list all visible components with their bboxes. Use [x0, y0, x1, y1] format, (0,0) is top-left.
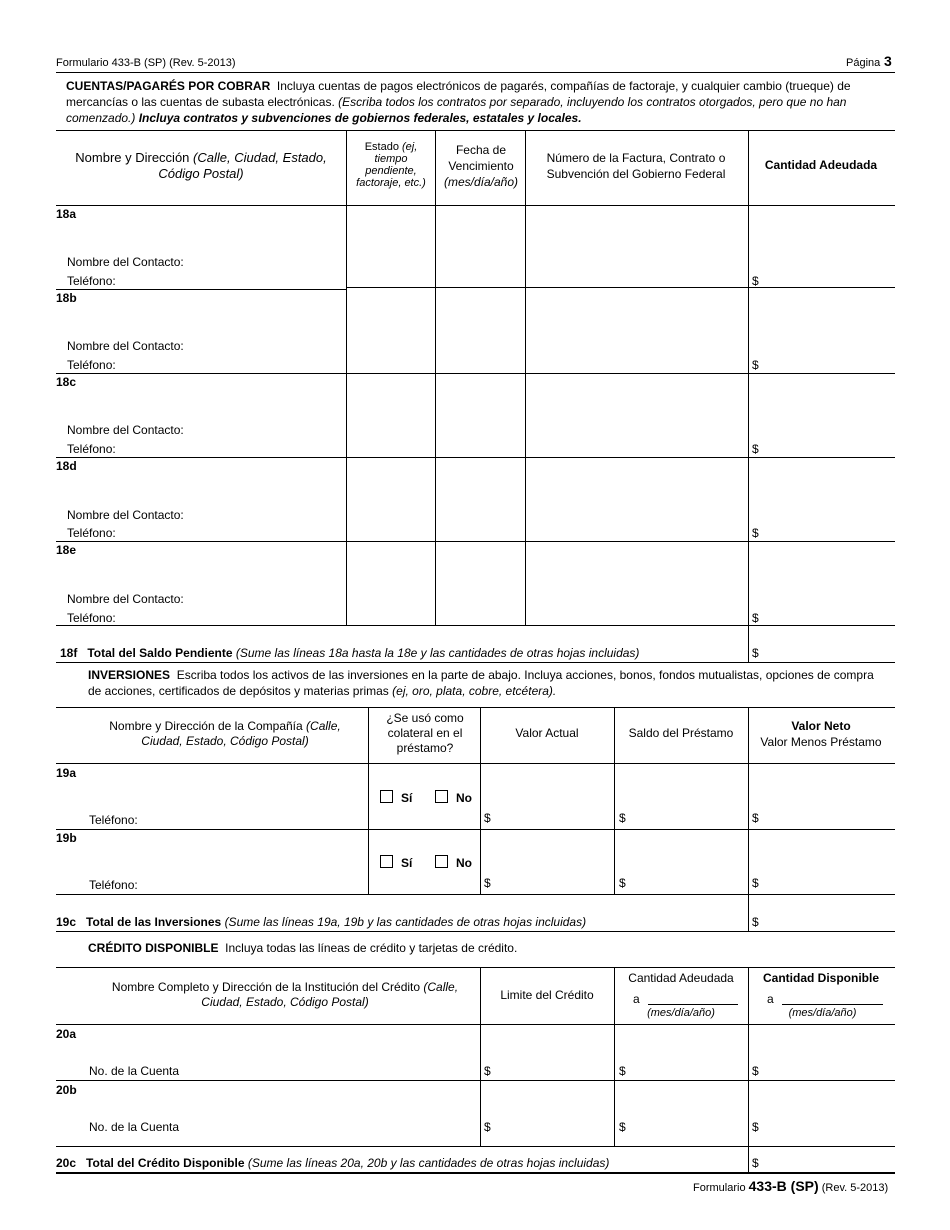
col-current-value: Valor Actual — [515, 726, 579, 740]
footer-rule — [56, 1172, 895, 1174]
col-credit-limit: Limite del Crédito — [500, 988, 594, 1002]
amount-currency: $ — [752, 274, 759, 288]
phone-label: Teléfono: — [67, 442, 116, 456]
collateral-yes[interactable]: Sí — [380, 855, 412, 871]
total-credit-currency: $ — [752, 1156, 759, 1170]
owed-as-of: a — [633, 992, 640, 1006]
net-currency: $ — [752, 811, 759, 825]
row-label-20b: 20b — [56, 1083, 77, 1097]
col-net-value: Valor Neto Valor Menos Préstamo — [760, 719, 882, 749]
total-outstanding-currency: $ — [752, 646, 759, 660]
total-credit-line: 20c Total del Crédito Disponible (Sume las líneas 20a, 20b y las cantidades de otras hojas incluidas) — [56, 1156, 610, 1170]
credit-title: CRÉDITO DISPONIBLE — [88, 941, 219, 955]
collateral-yes[interactable]: Sí — [380, 790, 412, 806]
contact-label: Nombre del Contacto: — [67, 423, 184, 437]
limit-currency: $ — [484, 1064, 491, 1078]
footer-form: Formulario 433-B (SP) (Rev. 5-2013) — [693, 1178, 889, 1194]
row-label-18d: 18d — [56, 459, 77, 473]
investments-intro: INVERSIONES Escriba todos los activos de las inversiones en la parte de abajo. Incluya acciones, bonos, fondos mutualistas, opciones de compra de acciones, certificados de depósitos y materias primas (ej, oro, plata, cobre, etcétera). — [88, 668, 874, 698]
receivables-intro: CUENTAS/PAGARÉS POR COBRAR Incluya cuentas de pagos electrónicos de pagarés, compañías de factoraje, y cualquier cambio (trueque) de mercancías o las cuentas de subasta electrónicas. (Escriba todos los contratos por separado, incluyendo los contratos otorgados, pero que no han comenzado.) Incluya contratos y subvenciones de gobiernos federales, estatales y locales. — [66, 79, 851, 125]
owed-date-hint: (mes/día/año) — [647, 1007, 715, 1019]
receivables-table-top — [56, 130, 895, 131]
amount-currency: $ — [752, 611, 759, 625]
col-company-name: Nombre y Dirección de la Compañía (Calle, Ciudad, Estado, Código Postal) — [109, 719, 341, 748]
value-currency: $ — [484, 811, 491, 825]
col-invoice-number: Número de la Factura, Contrato o Subvención del Gobierno Federal — [546, 151, 726, 181]
row-label-18c: 18c — [56, 375, 77, 389]
net-currency: $ — [752, 876, 759, 890]
loan-currency: $ — [619, 876, 626, 890]
col-available: Cantidad Disponible — [762, 971, 879, 985]
row-label-18e: 18e — [56, 543, 77, 557]
phone-label: Teléfono: — [67, 358, 116, 372]
collateral-no[interactable]: No — [435, 790, 472, 806]
investments-title: INVERSIONES — [88, 668, 171, 682]
phone-label: Teléfono: — [89, 813, 138, 827]
col-due-date: Fecha de Vencimiento (mes/día/año) — [443, 143, 519, 189]
available-date-line[interactable] — [782, 1004, 883, 1005]
form-id: Formulario 433-B (SP) (Rev. 5-2013) — [56, 57, 236, 69]
page-label: Página — [846, 57, 881, 69]
yes-checkbox[interactable] — [380, 790, 393, 803]
phone-label: Teléfono: — [67, 274, 116, 288]
total-investments-line: 19c Total de las Inversiones (Sume las líneas 19a, 19b y las cantidades de otras hojas incluidas) — [56, 915, 587, 929]
collateral-no[interactable]: No — [435, 855, 472, 871]
owed-date-line[interactable] — [648, 1004, 738, 1005]
col-loan-balance: Saldo del Préstamo — [628, 726, 734, 740]
amount-currency: $ — [752, 358, 759, 372]
credit-intro: CRÉDITO DISPONIBLE Incluya todas las líneas de crédito y tarjetas de crédito. — [88, 941, 518, 955]
owed-currency: $ — [619, 1120, 626, 1134]
value-currency: $ — [484, 876, 491, 890]
total-outstanding-line: 18f Total del Saldo Pendiente (Sume las líneas 18a hasta la 18e y las cantidades de otras hojas incluidas) — [60, 646, 640, 660]
no-checkbox[interactable] — [435, 855, 448, 868]
contact-label: Nombre del Contacto: — [67, 255, 184, 269]
available-currency: $ — [752, 1120, 759, 1134]
amount-currency: $ — [752, 442, 759, 456]
contact-label: Nombre del Contacto: — [67, 508, 184, 522]
phone-label: Teléfono: — [67, 611, 116, 625]
no-checkbox[interactable] — [435, 790, 448, 803]
col-amount-owed: Cantidad Adeudada — [764, 158, 878, 172]
account-label: No. de la Cuenta — [89, 1120, 180, 1134]
header-rule — [56, 72, 895, 73]
contact-label: Nombre del Contacto: — [67, 592, 184, 606]
yes-checkbox[interactable] — [380, 855, 393, 868]
receivables-header-bottom — [56, 205, 895, 206]
phone-label: Teléfono: — [89, 878, 138, 892]
row-label-18b: 18b — [56, 291, 77, 305]
contact-label: Nombre del Contacto: — [67, 339, 184, 353]
total-investments-currency: $ — [752, 915, 759, 929]
available-currency: $ — [752, 1064, 759, 1078]
col-institution-name: Nombre Completo y Dirección de la Institución del Crédito (Calle, Ciudad, Estado, Código Postal) — [111, 980, 459, 1009]
available-date-hint: (mes/día/año) — [788, 1007, 857, 1019]
col-collateral: ¿Se usó como colateral en el préstamo? — [386, 711, 464, 755]
loan-currency: $ — [619, 811, 626, 825]
row-label-18a: 18a — [56, 207, 77, 221]
phone-label: Teléfono: — [67, 526, 116, 540]
row-label-19b: 19b — [56, 831, 77, 845]
amount-currency: $ — [752, 526, 759, 540]
account-label: No. de la Cuenta — [89, 1064, 180, 1078]
row-label-20a: 20a — [56, 1027, 77, 1041]
col-amount-owed: Cantidad Adeudada — [628, 971, 734, 985]
limit-currency: $ — [484, 1120, 491, 1134]
col-name-address: Nombre y Dirección (Calle, Ciudad, Estado, Código Postal) — [75, 150, 327, 181]
row-label-19a: 19a — [56, 766, 77, 780]
available-as-of: a — [767, 992, 774, 1006]
col-status: Estado (ej, tiempo pendiente, factoraje, etc.) — [356, 141, 426, 189]
owed-currency: $ — [619, 1064, 626, 1078]
page-number: 3 — [884, 53, 892, 69]
receivables-title: CUENTAS/PAGARÉS POR COBRAR — [66, 79, 271, 93]
